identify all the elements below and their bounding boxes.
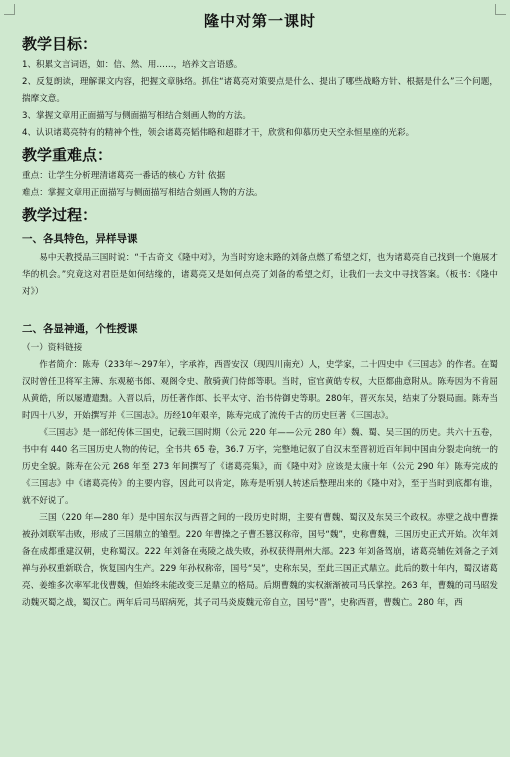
section1-paragraph: 易中天教授品三国时说：“千古奇文《隆中对》，为当时穷途末路的刘备点燃了希望之灯，也为诸葛亮自己找到一个施展才华的机会。”究竟这对君臣是如何结缘的，诸葛亮又是如何点亮了刘备的希望之灯，让我们一去文中寻找答案。（板书：《隆中对》） <box>22 253 498 297</box>
keypoint-focus: 重点：让学生分析理清诸葛亮一番话的核心 方针 依据 <box>22 171 226 181</box>
section2-heading: 二、各显神通，个性授课 <box>22 323 138 335</box>
blank-line <box>22 301 498 315</box>
crop-mark-top-left <box>4 4 15 15</box>
sanguozhi-paragraph: 《三国志》是一部纪传体三国史，记载三国时期（公元 220 年——公元 280 年）魏、蜀、吴三国的历史。共六十五卷，书中有 440 名三国历史人物的传记，全书共 65 卷，36.7 万字，完整地记叙了自汉末至晋初近百年间中国由分裂走向统一的历史全貌。陈寿在公元 268 年至 273 年间撰写了《诸葛亮集》，而《隆中对》应该是太康十年（公元 290 年）陈寿完成的《三国志》中《诸葛亮传》的主要内容，因此可以肯定，陈寿是听别人转述后整理出来的《隆中对》，至于当时到底都有谁，就不好说了。 <box>22 428 498 506</box>
goal-item-1: 1、积累文言词语，如：信、然、用……，培养文言语感。 <box>22 60 243 70</box>
document-title: 隆中对第一课时 <box>203 12 316 30</box>
author-intro-paragraph: 作者简介：陈寿（233年～297年），字承祚，西晋安汉（现四川南充）人，史学家，二十四史中《三国志》的作者。在蜀汉时曾任卫将军主簿、东观秘书郎、观阁令史、散骑黄门侍郎等职。当时，宦官黄皓专权，大臣都曲意附从。陈寿因为不肯屈从黄皓，所以屡遭遣黜。入晋以后，历任著作郎、长平太守、治书侍御史等职。280年，晋灭东吴，结束了分裂局面。陈寿当时四十八岁，开始撰写并《三国志》。历经10年艰辛，陈寿完成了流传千古的历史巨著《三国志》。 <box>22 360 498 421</box>
keypoint-difficulty: 难点：掌握文章用正面描写与侧面描写相结合刻画人物的方法。 <box>22 188 263 198</box>
process-heading: 教学过程： <box>22 206 98 224</box>
goal-item-2: 2、反复朗读，理解课文内容，把握文章脉络。抓住“诸葛亮对策要点是什么、提出了哪些战略方针、根据是什么”三个问题，揣摩文意。 <box>22 77 498 104</box>
keypoints-heading: 教学重难点： <box>22 146 113 164</box>
goals-heading: 教学目标： <box>22 35 98 53</box>
section1-heading: 一、各具特色，异样导课 <box>22 233 138 245</box>
goal-item-3: 3、掌握文章用正面描写与侧面描写相结合刻画人物的方法。 <box>22 111 251 121</box>
goal-item-4: 4、认识诸葛亮特有的精神个性，领会诸葛亮韬伟略和超群才干，欣赏和仰慕历史天空永恒星座的光彩。 <box>22 128 415 138</box>
section2-subheading: （一）资料链接 <box>22 343 83 353</box>
three-kingdoms-paragraph: 三国（220 年—280 年）是中国东汉与西晋之间的一段历史时期，主要有曹魏、蜀汉及东吴三个政权。赤壁之战中曹操被孙刘联军击败，形成了三国鼎立的雏型。220 年曹操之子曹丕篡汉称帝，国号“魏”，史称曹魏，三国历史正式开始。次年刘备在成都重建汉朝，史称蜀汉。222 年刘备在夷陵之战失败，孙权获得荆州大部。223 年刘备驾崩，诸葛亮辅佐刘备之子刘禅与孙权重新联合，恢复国内生产。229 年孙权称帝，国号“吴”，史称东吴，至此三国正式鼎立。此后的数十年内，蜀汉诸葛亮、姜维多次率军北伐曹魏，但始终未能改变三足鼎立的格局。后期曹魏的实权渐渐被司马氏掌控。263 年，曹魏的司马昭发动魏灭蜀之战，蜀汉亡。两年后司马昭病死，其子司马炎废魏元帝自立，国号“晋”，史称西晋，曹魏亡。280 年，西 <box>22 513 498 608</box>
crop-mark-top-right <box>495 4 506 15</box>
